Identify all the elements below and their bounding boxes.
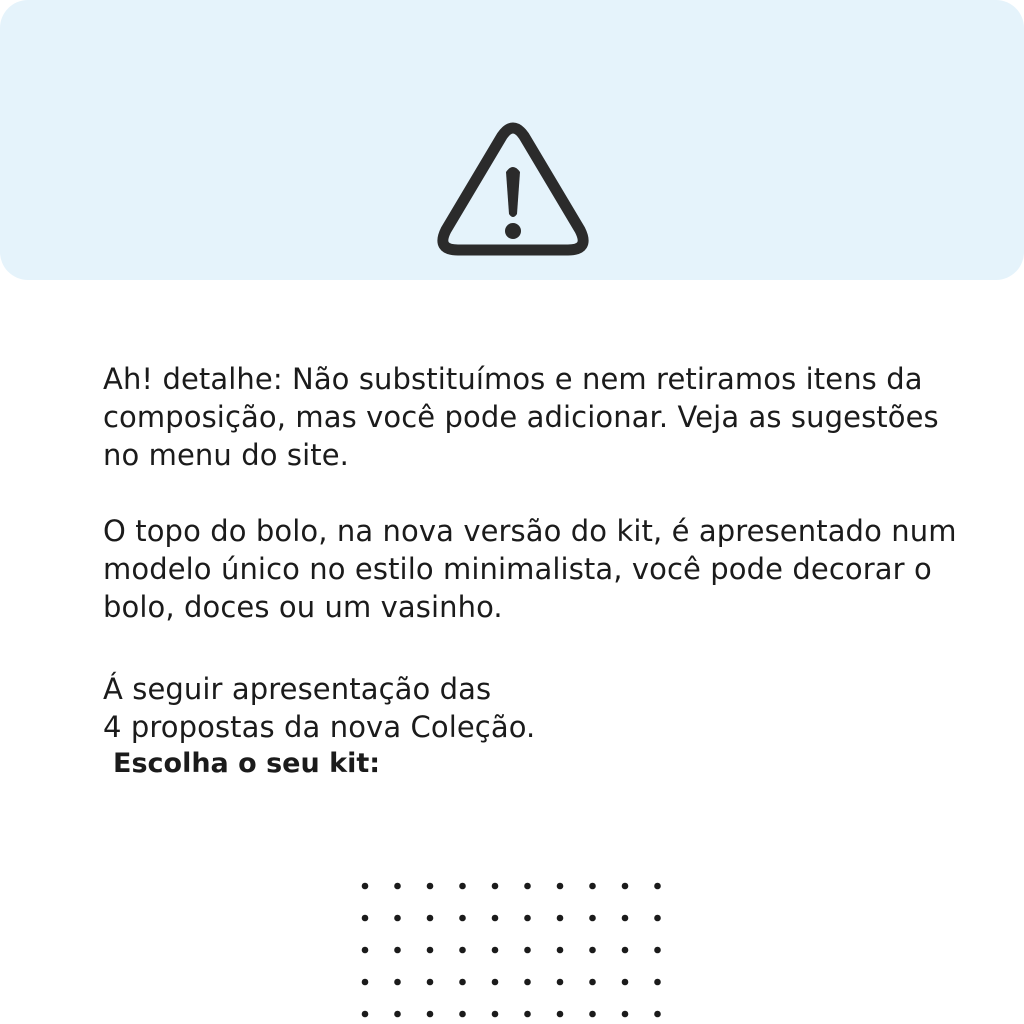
info-text	[103, 360, 963, 782]
dot	[622, 915, 629, 922]
dot	[459, 947, 466, 954]
paragraph-cake-topper: O topo do bolo, na nova versão do kit, é apresentado num modelo único no estilo minimalista, você pode decorar o bolo, doces ou um vasinho.	[103, 514, 957, 624]
collection-intro	[103, 670, 963, 782]
dot	[557, 979, 564, 986]
dot	[492, 883, 499, 890]
dot	[557, 947, 564, 954]
dot	[557, 1011, 564, 1018]
dot	[459, 1011, 466, 1018]
dot	[459, 915, 466, 922]
dot	[654, 883, 661, 890]
dot	[492, 1011, 499, 1018]
dot	[394, 915, 401, 922]
dot	[589, 883, 596, 890]
dot	[524, 883, 531, 890]
dot	[427, 979, 434, 986]
dot	[459, 979, 466, 986]
dot	[459, 883, 466, 890]
dot	[492, 979, 499, 986]
dot	[589, 915, 596, 922]
dot	[557, 915, 564, 922]
dot	[589, 979, 596, 986]
choose-kit-heading: Escolha o seu kit:	[113, 748, 381, 779]
dot-grid-decoration	[355, 876, 675, 1024]
dot	[654, 979, 661, 986]
intro-line-1: Á seguir apresentação das	[103, 672, 492, 706]
warning-triangle-icon	[436, 122, 590, 262]
dot	[492, 947, 499, 954]
dot	[524, 947, 531, 954]
dot	[394, 947, 401, 954]
dot	[427, 915, 434, 922]
dot	[394, 1011, 401, 1018]
dot	[524, 915, 531, 922]
dot	[362, 947, 369, 954]
dot	[362, 1011, 369, 1018]
top-banner	[0, 0, 1024, 280]
dot	[394, 883, 401, 890]
dot	[622, 883, 629, 890]
dot	[622, 947, 629, 954]
paragraph-composition-note: Ah! detalhe: Não substituímos e nem retiramos itens da composição, mas você pode adicionar. Veja as sugestões no menu do site.	[103, 362, 939, 472]
dot	[362, 883, 369, 890]
dot	[427, 883, 434, 890]
dot	[557, 883, 564, 890]
dot	[654, 1011, 661, 1018]
dot	[654, 915, 661, 922]
dot	[492, 915, 499, 922]
dot	[589, 1011, 596, 1018]
dot	[622, 1011, 629, 1018]
dot	[394, 979, 401, 986]
dot	[524, 979, 531, 986]
dot	[622, 979, 629, 986]
dot	[524, 1011, 531, 1018]
dot	[427, 1011, 434, 1018]
dot	[589, 947, 596, 954]
dot	[362, 979, 369, 986]
dot	[654, 947, 661, 954]
dot	[362, 915, 369, 922]
dot	[427, 947, 434, 954]
intro-line-2: 4 propostas da nova Coleção.	[103, 710, 536, 744]
